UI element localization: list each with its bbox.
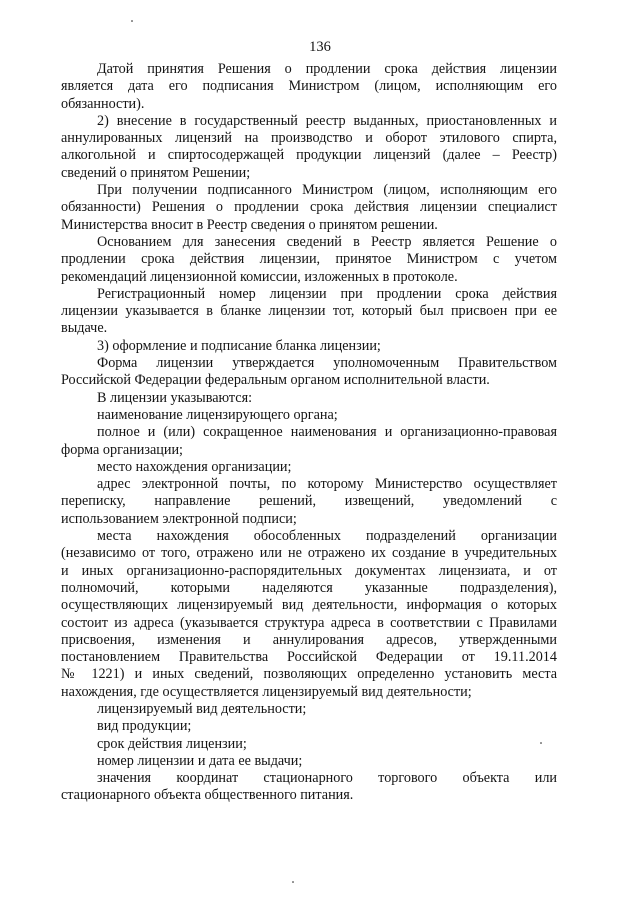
text-line: № 1221) и иных сведений, позволяющих определенно установить места — [61, 666, 557, 683]
text-line: аннулированных лицензий на производство и оборот этилового спирта, — [61, 130, 557, 147]
text-line: наименование лицензирующего органа; — [97, 406, 338, 423]
text-line: места нахождения обособленных подразделений организации — [97, 528, 557, 545]
text-line: лицензии указывается в бланке лицензии тот, который был присвоен при ее — [61, 303, 557, 320]
text-line: лицензируемый вид деятельности; — [97, 700, 307, 717]
text-line: (независимо от того, отражено или не отражено их создание в учредительных — [61, 545, 557, 562]
text-line: выдаче. — [61, 320, 108, 337]
scan-speck — [292, 881, 294, 883]
text-line: форма организации; — [61, 441, 183, 458]
text-line: Регистрационный номер лицензии при продлении срока действия — [97, 285, 557, 302]
text-line: 2) внесение в государственный реестр выданных, приостановленных и — [97, 112, 557, 129]
text-line: использованием электронной подписи; — [61, 510, 297, 527]
document-body — [61, 61, 557, 805]
text-line: является дата его подписания Министром (лицом, исполняющим его — [61, 78, 557, 95]
text-line: присвоения, изменения и аннулирования адресов, утвержденными — [61, 631, 557, 648]
text-line: В лицензии указываются: — [97, 389, 253, 406]
scan-speck — [540, 742, 542, 744]
page-number: 136 — [309, 39, 331, 55]
text-line: вид продукции; — [97, 718, 192, 735]
text-line: 3) оформление и подписание бланка лицензии; — [97, 337, 381, 354]
text-line: адрес электронной почты, по которому Министерство осуществляет — [97, 476, 557, 493]
scan-speck — [131, 20, 133, 22]
text-line: срок действия лицензии; — [97, 735, 247, 752]
text-line: продлении срока действия лицензии, принятое Министром с учетом — [61, 251, 557, 268]
text-line: постановлением Правительства Российской Федерации от 19.11.2014 — [61, 649, 557, 666]
text-line: алкогольной и спиртосодержащей продукции лицензий (далее – Реестр) — [61, 147, 557, 164]
text-line: нахождения, где осуществляется лицензируемый вид деятельности; — [61, 683, 472, 700]
text-line: место нахождения организации; — [97, 458, 292, 475]
text-line: номер лицензии и дата ее выдачи; — [97, 752, 303, 769]
text-line: Основанием для занесения сведений в Реестр является Решение о — [97, 233, 557, 250]
text-line: обязанности) Решения о продлении срока действия лицензии специалист — [61, 199, 557, 216]
text-line: и иных организационно-распорядительных документах лицензиата, и от — [61, 562, 557, 579]
text-line: стационарного объекта общественного питания. — [61, 787, 354, 804]
text-line: переписку, направление решений, извещений, уведомлений с — [61, 493, 557, 510]
text-line: Датой принятия Решения о продлении срока действия лицензии — [97, 61, 557, 77]
text-line: Министерства вносит в Реестр сведения о принятом решении. — [61, 216, 438, 233]
text-line: состоит из адреса (указывается структура адреса в соответствии с Правилами — [61, 614, 557, 631]
text-line: осуществляющих лицензируемый вид деятельности, информация о которых — [61, 597, 557, 614]
text-line: Российской Федерации федеральным органом исполнительной власти. — [61, 372, 490, 389]
text-line: полномочий, которыми наделяются указанные подразделения), — [61, 579, 557, 596]
text-line: Форма лицензии утверждается уполномоченным Правительством — [97, 355, 557, 372]
text-line: сведений о принятом Решении; — [61, 164, 251, 181]
text-line: обязанности). — [61, 95, 145, 112]
text-line: рекомендаций лицензионной комиссии, изложенных в протоколе. — [61, 268, 458, 285]
text-line: значения координат стационарного торгового объекта или — [97, 770, 557, 787]
text-line: полное и (или) сокращенное наименования и организационно-правовая — [97, 424, 557, 441]
text-line: При получении подписанного Министром (лицом, исполняющим его — [97, 182, 557, 199]
